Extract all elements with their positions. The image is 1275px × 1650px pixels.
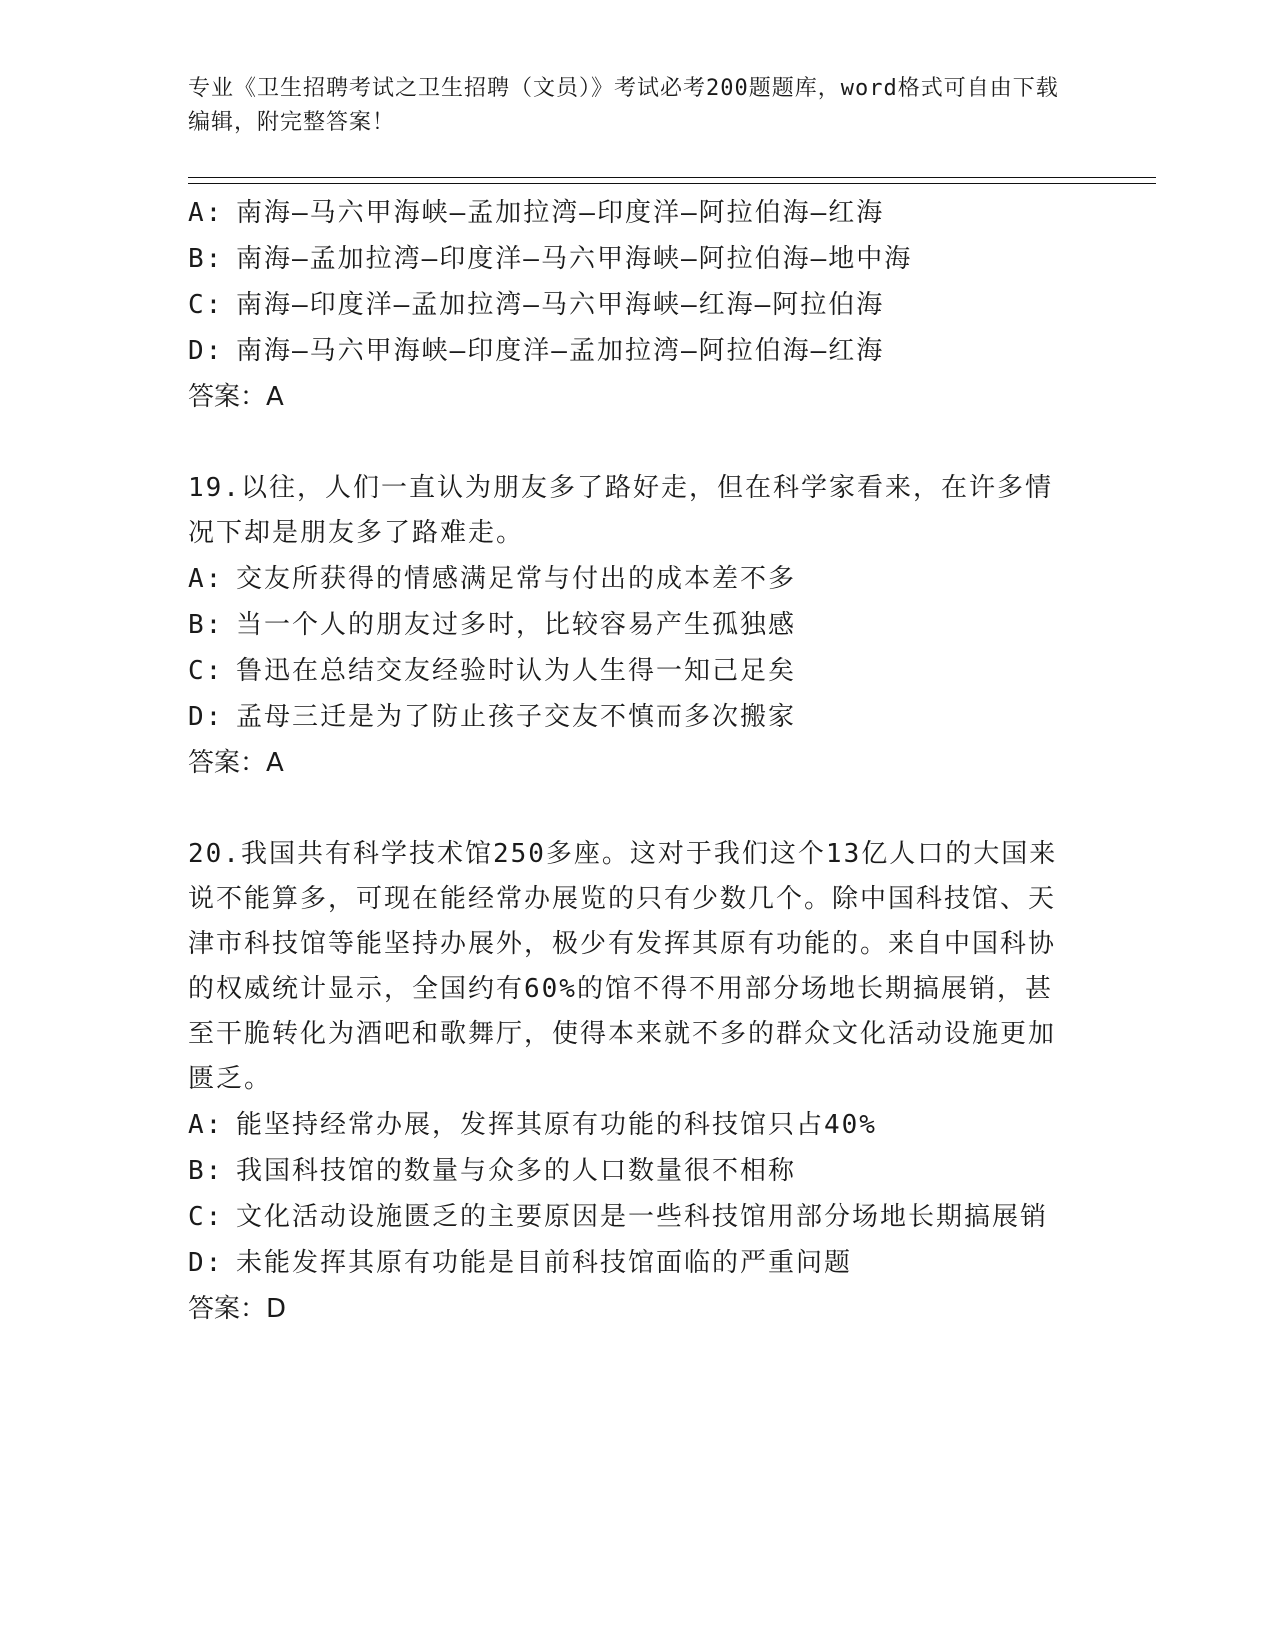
option-c — [188, 1194, 1088, 1240]
option-key: D: — [188, 336, 224, 366]
spacer — [188, 420, 1088, 466]
option-text: 文化活动设施匮乏的主要原因是一些科技馆用部分场地长期搞展销 — [236, 1202, 1049, 1232]
option-key: C: — [188, 656, 224, 686]
option-d — [188, 328, 1088, 374]
option-text: 未能发挥其原有功能是目前科技馆面临的严重问题 — [236, 1248, 853, 1278]
option-c — [188, 282, 1088, 328]
option-key: C: — [188, 290, 224, 320]
option-key: A: — [188, 198, 224, 228]
question-18 — [188, 190, 1088, 420]
question-text: 19.以往，人们一直认为朋友多了路好走，但在科学家看来，在许多情况下却是朋友多了路难走。 — [188, 473, 1053, 548]
option-text: 南海—马六甲海峡—印度洋—孟加拉湾—阿拉伯海—红海 — [236, 336, 885, 366]
option-text: 当一个人的朋友过多时，比较容易产生孤独感 — [236, 610, 797, 640]
answer-line: 答案：A — [188, 382, 284, 412]
option-key: D: — [188, 702, 224, 732]
option-text: 我国科技馆的数量与众多的人口数量很不相称 — [236, 1156, 797, 1186]
header-rule-bottom — [188, 183, 1156, 184]
option-text: 能坚持经常办展，发挥其原有功能的科技馆只占40% — [236, 1110, 877, 1140]
option-a — [188, 1102, 1088, 1148]
option-a — [188, 556, 1088, 602]
question-content — [188, 190, 1088, 1332]
option-key: A: — [188, 564, 224, 594]
answer-line: 答案：A — [188, 748, 284, 778]
option-text: 南海—印度洋—孟加拉湾—马六甲海峡—红海—阿拉伯海 — [236, 290, 885, 320]
option-b — [188, 236, 1088, 282]
option-text: 南海—孟加拉湾—印度洋—马六甲海峡—阿拉伯海—地中海 — [236, 244, 913, 274]
option-key: C: — [188, 1202, 224, 1232]
option-text: 交友所获得的情感满足常与付出的成本差不多 — [236, 564, 797, 594]
option-b — [188, 602, 1088, 648]
option-c — [188, 648, 1088, 694]
document-header: 专业《卫生招聘考试之卫生招聘（文员）》考试必考200题题库，word格式可自由下载编辑，附完整答案！ — [188, 76, 1059, 135]
option-a — [188, 190, 1088, 236]
option-key: B: — [188, 244, 224, 274]
option-key: B: — [188, 1156, 224, 1186]
option-key: A: — [188, 1110, 224, 1140]
option-d — [188, 694, 1088, 740]
option-text: 鲁迅在总结交友经验时认为人生得一知己足矣 — [236, 656, 797, 686]
header-rule-top — [188, 177, 1156, 178]
option-b — [188, 1148, 1088, 1194]
option-key: D: — [188, 1248, 224, 1278]
question-text: 20.我国共有科学技术馆250多座。这对于我们这个13亿人口的大国来说不能算多，可现在能经常办展览的只有少数几个。除中国科技馆、天津市科技馆等能坚持办展外，极少有发挥其原有功能的。来自中国科协的权威统计显示，全国约有60%的馆不得不用部分场地长期搞展销，甚至干脆转化为酒吧和歌舞厅，使得本来就不多的群众文化活动设施更加匮乏。 — [188, 839, 1058, 1094]
question-19 — [188, 466, 1088, 786]
question-20 — [188, 832, 1088, 1332]
answer-line: 答案：D — [188, 1294, 287, 1324]
spacer — [188, 786, 1088, 832]
option-text: 孟母三迁是为了防止孩子交友不慎而多次搬家 — [236, 702, 797, 732]
option-d — [188, 1240, 1088, 1286]
option-text: 南海—马六甲海峡—孟加拉湾—印度洋—阿拉伯海—红海 — [236, 198, 885, 228]
option-key: B: — [188, 610, 224, 640]
